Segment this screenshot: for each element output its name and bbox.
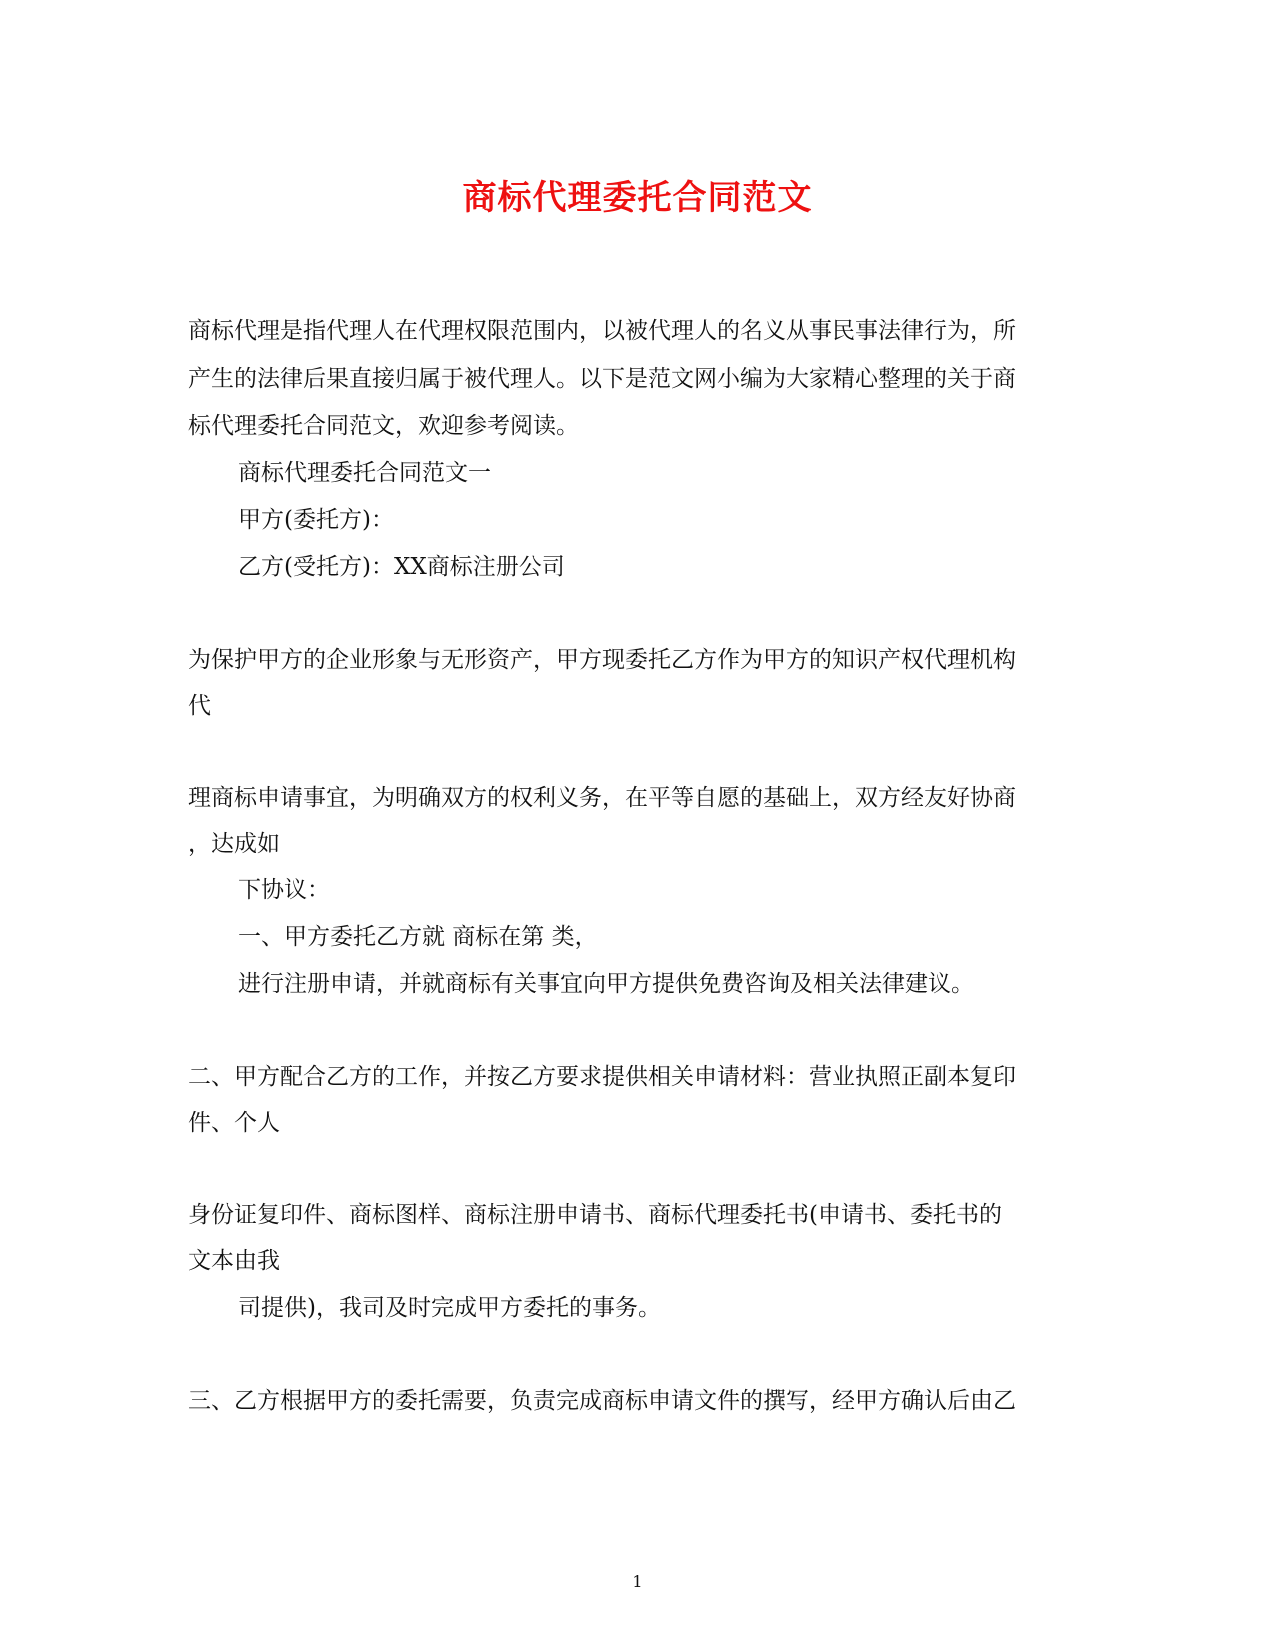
clause-line: 二、甲方配合乙方的工作，并按乙方要求提供相关申请材料：营业执照正副本复印	[188, 1064, 1016, 1090]
page-number: 1	[632, 1572, 643, 1591]
paragraph-line: ，达成如	[188, 831, 280, 857]
paragraph-line: 下协议：	[238, 877, 330, 903]
clause-line: 三、乙方根据甲方的委托需要，负责完成商标申请文件的撰写，经甲方确认后由乙	[188, 1388, 1016, 1414]
clause-line: 一、甲方委托乙方就 商标在第 类，	[238, 924, 598, 950]
paragraph-line: 代	[188, 693, 211, 719]
paragraph-line: 理商标申请事宜，为明确双方的权利义务，在平等自愿的基础上，双方经友好协商	[188, 785, 1016, 811]
clause-line: 件、个人	[188, 1110, 280, 1136]
party-a-line: 甲方(委托方)：	[238, 507, 394, 533]
clause-line: 进行注册申请，并就商标有关事宜向甲方提供免费咨询及相关法律建议。	[238, 971, 974, 997]
document-title: 商标代理委托合同范文	[462, 178, 813, 218]
party-b-line: 乙方(受托方)：XX商标注册公司	[238, 554, 565, 580]
paragraph-line: 产生的法律后果直接归属于被代理人。以下是范文网小编为大家精心整理的关于商	[188, 366, 1016, 392]
clause-line: 身份证复印件、商标图样、商标注册申请书、商标代理委托书(申请书、委托书的	[188, 1202, 1002, 1228]
section-heading: 商标代理委托合同范文一	[238, 460, 491, 486]
clause-line: 司提供)，我司及时完成甲方委托的事务。	[238, 1295, 661, 1321]
paragraph-line: 为保护甲方的企业形象与无形资产，甲方现委托乙方作为甲方的知识产权代理机构	[188, 647, 1016, 673]
paragraph-line: 商标代理是指代理人在代理权限范围内，以被代理人的名义从事民事法律行为，所	[188, 318, 1016, 344]
clause-line: 文本由我	[188, 1248, 280, 1274]
paragraph-line: 标代理委托合同范文，欢迎参考阅读。	[188, 413, 579, 439]
